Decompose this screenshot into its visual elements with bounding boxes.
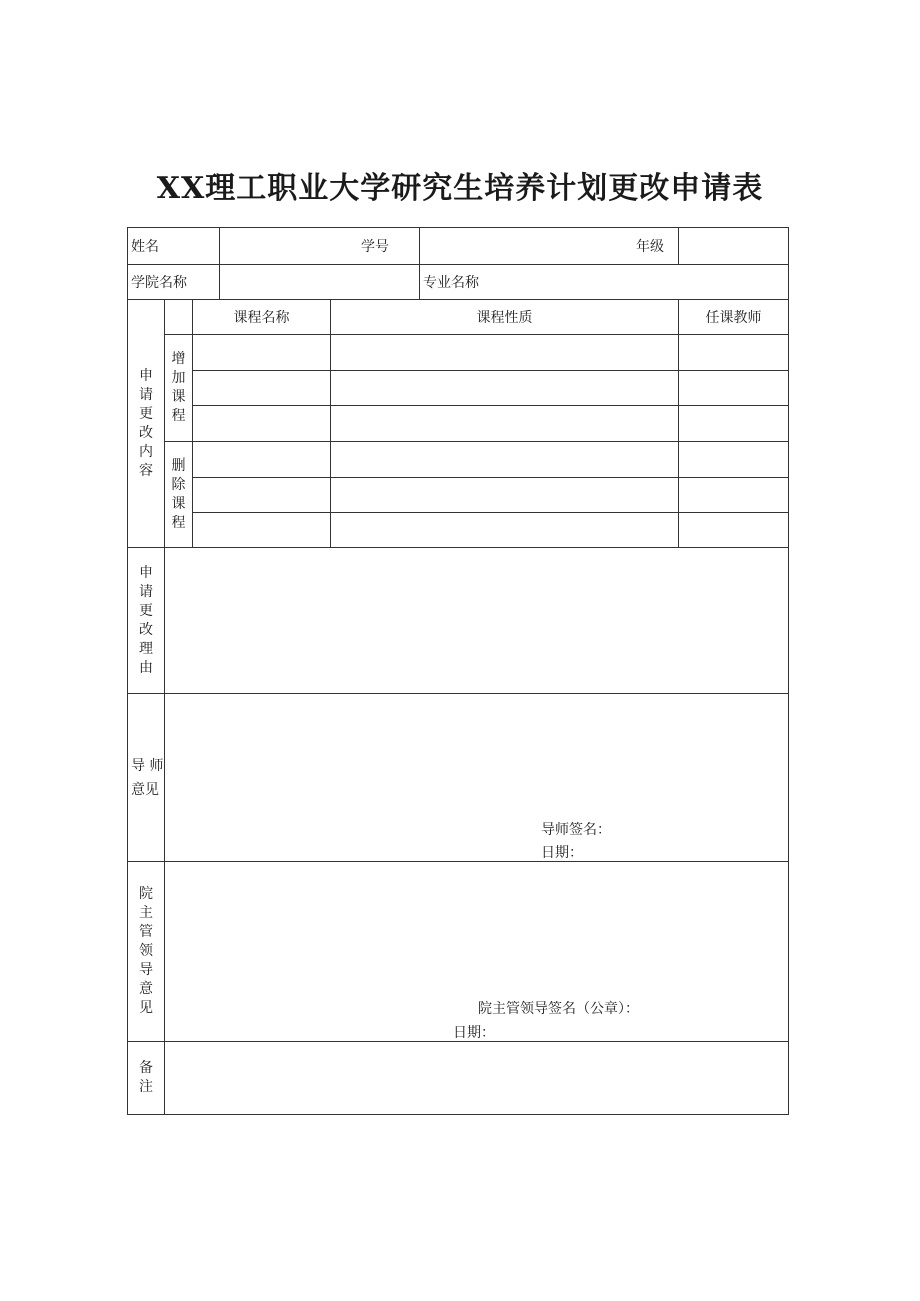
advisor-sign-label: 导师签名：: [541, 822, 611, 838]
add-course-name-cell[interactable]: [193, 335, 331, 371]
add-course-name-cell[interactable]: [193, 406, 331, 442]
college-leader-opinion-label: 院主管领导意见: [128, 862, 165, 1042]
header-blank-cell: [165, 300, 193, 335]
application-form: [127, 227, 789, 1115]
leader-date-label: 日期：: [453, 1025, 495, 1041]
delete-course-teacher-cell[interactable]: [679, 513, 789, 548]
add-course-teacher-cell[interactable]: [679, 406, 789, 442]
reason-label: 申请更改理由: [128, 548, 165, 694]
reason-field[interactable]: [165, 548, 789, 694]
advisor-opinion-label-line2: 意见: [131, 781, 159, 798]
delete-course-name-cell[interactable]: [193, 442, 331, 478]
change-content-label: 申请更改内容: [128, 300, 165, 548]
delete-course-teacher-cell[interactable]: [679, 442, 789, 478]
add-course-nature-cell[interactable]: [331, 371, 679, 406]
college-leader-opinion-field[interactable]: [165, 862, 789, 1042]
delete-course-nature-cell[interactable]: [331, 513, 679, 548]
delete-course-label: 删除课程: [165, 442, 193, 548]
teacher-header: 任课教师: [679, 300, 789, 335]
remarks-field[interactable]: [165, 1042, 789, 1115]
college-label: 学院名称: [128, 265, 220, 300]
add-course-label: 增加课程: [165, 335, 193, 442]
leader-sign-label: 院主管领导签名（公章）：: [478, 1001, 639, 1017]
delete-course-nature-cell[interactable]: [331, 442, 679, 478]
grade-label: 年级: [420, 228, 679, 265]
add-course-name-cell[interactable]: [193, 371, 331, 406]
add-course-teacher-cell[interactable]: [679, 371, 789, 406]
advisor-opinion-label: [128, 694, 165, 862]
delete-course-name-cell[interactable]: [193, 478, 331, 513]
advisor-opinion-field[interactable]: [165, 694, 789, 862]
name-label: 姓名: [128, 228, 220, 265]
advisor-date-label: 日期：: [541, 845, 583, 861]
add-course-teacher-cell[interactable]: [679, 335, 789, 371]
advisor-opinion-label-line1: 导 师: [131, 757, 164, 774]
delete-course-teacher-cell[interactable]: [679, 478, 789, 513]
delete-course-name-cell[interactable]: [193, 513, 331, 548]
delete-course-nature-cell[interactable]: [331, 478, 679, 513]
add-course-nature-cell[interactable]: [331, 406, 679, 442]
major-label: 专业名称: [420, 265, 789, 300]
remarks-label: 备注: [128, 1042, 165, 1115]
grade-field[interactable]: [679, 228, 789, 265]
page-title: XX理工职业大学研究生培养计划更改申请表: [156, 171, 764, 206]
course-nature-header: 课程性质: [331, 300, 679, 335]
course-name-header: 课程名称: [193, 300, 331, 335]
college-field[interactable]: [220, 265, 420, 300]
student-id-label: 学号: [220, 228, 420, 265]
add-course-nature-cell[interactable]: [331, 335, 679, 371]
